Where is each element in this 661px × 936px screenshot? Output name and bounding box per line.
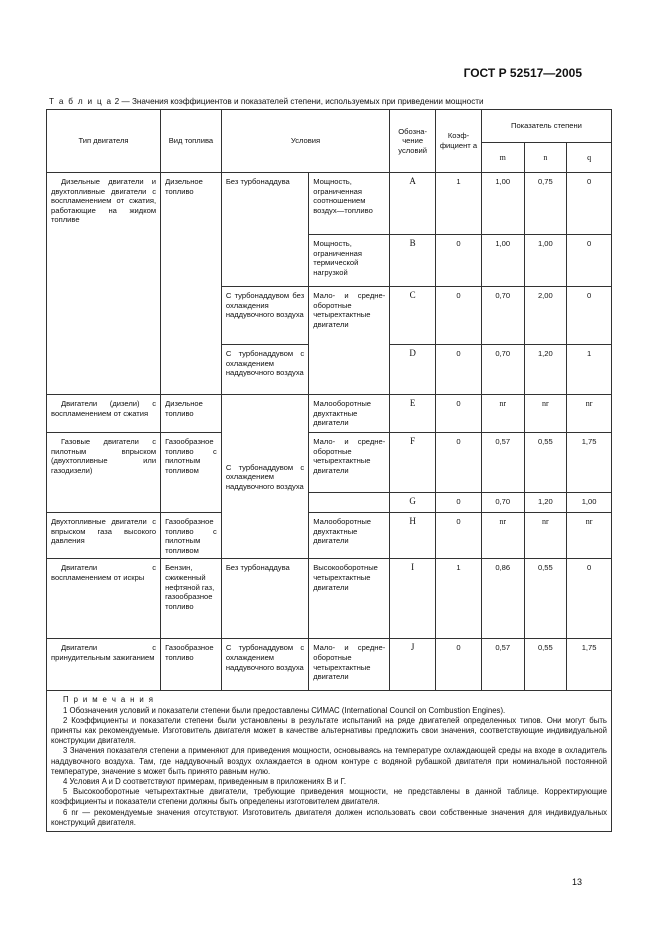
note-item: 6 nr — рекомендуемые значения отсутствуют. Изготовитель двигателя должен использовать свои собственные значения для индивидуальных конструкций двигателя. bbox=[51, 807, 607, 827]
header-n: n bbox=[524, 143, 567, 173]
table-cell: 0 bbox=[436, 493, 482, 513]
engine-type-gas: Газовые двигатели с пилотным впрыском (двухтопливные или газодизели) bbox=[47, 433, 161, 513]
header-conditions: Условия bbox=[221, 110, 389, 173]
table-cell: H bbox=[390, 513, 436, 559]
fuel-gas: Газообразное топливо bbox=[161, 639, 222, 691]
page-number: 13 bbox=[571, 877, 582, 887]
table-cell: 0 bbox=[567, 173, 612, 235]
note-item: 3 Значения показателя степени a применяют для приведения мощности, основываясь на температуре охлаждающей среды на входе в охладитель наддувочного воздуха. Там, где наддувочный воздух охлаждается в одном контуре с водяной рубашкой двигателя при номинальной постоянной температуре, значение s может быть принято равным нулю. bbox=[51, 746, 607, 776]
table-cell: 0 bbox=[436, 345, 482, 395]
cond-low-2-2: Малооборотные двухтактные двигатели bbox=[309, 513, 390, 559]
cond-empty bbox=[309, 493, 390, 513]
table-cell: 0,86 bbox=[481, 559, 524, 639]
fuel-diesel-2: Дизельное топливо bbox=[161, 395, 222, 433]
table-cell: 0 bbox=[436, 513, 482, 559]
fuel-petrol: Бензин, сжиженный нефтяной газ, газообразное топливо bbox=[161, 559, 222, 639]
table-notes bbox=[47, 691, 612, 832]
table-cell: 1 bbox=[567, 345, 612, 395]
cond-no-turbo-2: Без турбонаддува bbox=[221, 559, 308, 639]
cond-low-med-4-3: Мало- и среднеоборотные четырехтактные двигатели bbox=[309, 639, 390, 691]
header-designation: Обозна-чение условий bbox=[390, 110, 436, 173]
header-fuel: Вид топлива bbox=[161, 110, 222, 173]
table-cell: 0,57 bbox=[481, 433, 524, 493]
table-cell: 1,75 bbox=[567, 433, 612, 493]
cond-power-air: Мощность, ограниченная соотношением воздух—топливо bbox=[309, 173, 390, 235]
table-cell: 1,00 bbox=[481, 235, 524, 287]
table-cell: 0,70 bbox=[481, 493, 524, 513]
table-cell: 0,55 bbox=[524, 433, 567, 493]
cond-low-med-4: Мало- и среднеоборотные четырехтактные двигатели bbox=[309, 287, 390, 395]
table-cell: 1,00 bbox=[567, 493, 612, 513]
table-caption-text: 2 — Значения коэффициентов и показателей степени, используемых при приведении мощности bbox=[114, 97, 484, 106]
table-cell: 0,70 bbox=[481, 345, 524, 395]
table-cell: nr bbox=[567, 513, 612, 559]
cond-turbo-no-cool: С турбонаддувом без охлаждения наддувочного воздуха bbox=[221, 287, 308, 345]
table-cell: 0,55 bbox=[524, 559, 567, 639]
table-cell: B bbox=[390, 235, 436, 287]
table-cell: 1,20 bbox=[524, 345, 567, 395]
engine-type-dual-fuel: Двухтопливные двигатели с впрыском газа высокого давления bbox=[47, 513, 161, 559]
note-item: 2 Коэффициенты и показатели степени были установлены в результате испытаний на ряде двигателей определенных типов. Они могут быть приняты как рекомендуемые. Изготовитель двигателя может в качестве альтернативы предложить свои значения, соответствующие индивидуальной конструкции двигателя. bbox=[51, 715, 607, 746]
fuel-gas-pilot-2: Газообразное топливо с пилотным топливом bbox=[161, 513, 222, 559]
cond-low-2: Малооборотные двухтактные двигатели bbox=[309, 395, 390, 433]
table-cell: 1,20 bbox=[524, 493, 567, 513]
table-cell: 0 bbox=[567, 287, 612, 345]
table-cell: 1,00 bbox=[524, 235, 567, 287]
table-cell: 1,00 bbox=[481, 173, 524, 235]
table-cell: F bbox=[390, 433, 436, 493]
table-cell: 0,55 bbox=[524, 639, 567, 691]
header-exponent: Показатель степени bbox=[481, 110, 611, 143]
table-caption bbox=[49, 97, 609, 106]
table-cell: I bbox=[390, 559, 436, 639]
cond-high-4: Высокооборотные четырехтактные двигатели bbox=[309, 559, 390, 639]
cond-turbo-cool-2: С турбонаддувом с охлаждением наддувочного воздуха bbox=[221, 395, 308, 559]
table-cell: 2,00 bbox=[524, 287, 567, 345]
table-cell: 0,70 bbox=[481, 287, 524, 345]
table-cell: A bbox=[390, 173, 436, 235]
table-cell: D bbox=[390, 345, 436, 395]
table-cell: C bbox=[390, 287, 436, 345]
note-item: 4 Условия A и D соответствуют примерам, приведенным в приложениях В и Г. bbox=[63, 777, 347, 786]
header-m: m bbox=[481, 143, 524, 173]
engine-type-forced-ignition: Двигатели с принудительным зажиганием bbox=[47, 639, 161, 691]
table-cell: nr bbox=[481, 513, 524, 559]
table-cell: 0,57 bbox=[481, 639, 524, 691]
table-cell: 0 bbox=[567, 559, 612, 639]
cond-turbo-cool-3: С турбонаддувом с охлаждением наддувочного воздуха bbox=[221, 639, 308, 691]
table-cell: 0 bbox=[436, 639, 482, 691]
table-cell: G bbox=[390, 493, 436, 513]
header-engine-type: Тип двигателя bbox=[47, 110, 161, 173]
note-item: 5 Высокооборотные четырехтактные двигатели, требующие приведения мощности, не представлены в данной таблице. Корректирующие коэффициенты и показатели степени должны быть определены изготовителем двигателя. bbox=[51, 787, 607, 807]
cond-turbo-cool: С турбонаддувом с охлаждением наддувочного воздуха bbox=[221, 345, 308, 395]
engine-type-diesel: Дизельные двигатели и двухтопливные двигатели с воспламенением от сжатия, работающие на жидком топливе bbox=[47, 173, 161, 395]
table-cell: 0 bbox=[436, 433, 482, 493]
coefficients-table bbox=[46, 109, 612, 832]
table-cell: 0 bbox=[436, 235, 482, 287]
note-item: 1 Обозначения условий и показатели степени были предоставлены СИМАС (International Council on Combustion Engines). bbox=[63, 705, 506, 715]
engine-type-compression-ignition: Двигатели (дизели) с воспламенением от сжатия bbox=[47, 395, 161, 433]
cond-low-med-4-2: Мало- и среднеоборотные четырехтактные двигатели bbox=[309, 433, 390, 493]
table-caption-label: Т а б л и ц а bbox=[49, 97, 113, 106]
fuel-gas-pilot: Газообразное топливо с пилотным топливом bbox=[161, 433, 222, 513]
table-cell: E bbox=[390, 395, 436, 433]
table-cell: 1 bbox=[436, 559, 482, 639]
cond-power-thermal: Мощность, ограниченная термической нагрузкой bbox=[309, 235, 390, 287]
table-cell: 0,75 bbox=[524, 173, 567, 235]
table-cell: 0 bbox=[436, 287, 482, 345]
table-cell: 1,75 bbox=[567, 639, 612, 691]
table-cell: 0 bbox=[436, 395, 482, 433]
table-cell: nr bbox=[567, 395, 612, 433]
header-q: q bbox=[567, 143, 612, 173]
notes-title: П р и м е ч а н и я bbox=[63, 695, 155, 705]
table-cell: nr bbox=[524, 513, 567, 559]
table-cell: nr bbox=[524, 395, 567, 433]
fuel-diesel: Дизельное топливо bbox=[161, 173, 222, 395]
table-cell: J bbox=[390, 639, 436, 691]
cond-no-turbo: Без турбонаддува bbox=[221, 173, 308, 287]
table-cell: nr bbox=[481, 395, 524, 433]
table-cell: 1 bbox=[436, 173, 482, 235]
standard-number: ГОСТ Р 52517—2005 bbox=[463, 66, 582, 80]
engine-type-spark: Двигатели с воспламенением от искры bbox=[47, 559, 161, 639]
table-cell: 0 bbox=[567, 235, 612, 287]
header-coefficient: Коэф-фициент a bbox=[436, 110, 482, 173]
